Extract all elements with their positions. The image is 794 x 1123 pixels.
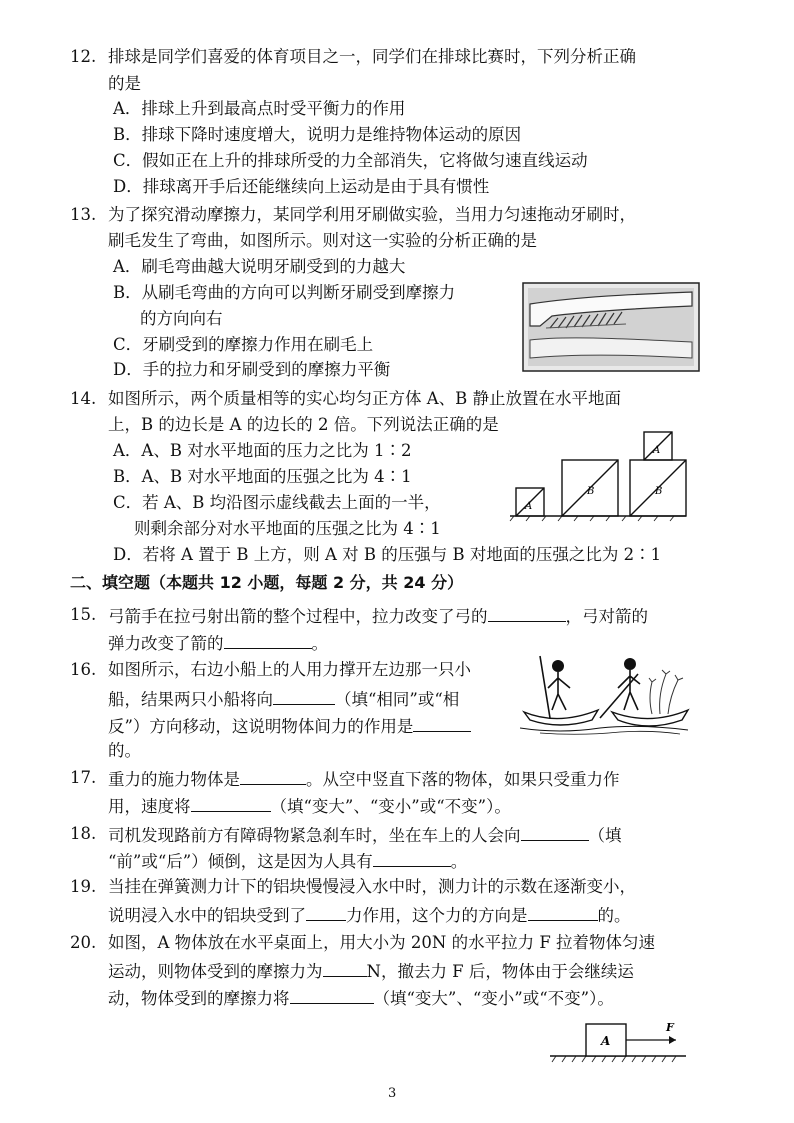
q15-number: 15. (70, 605, 97, 624)
q20-line1: 如图，A 物体放在水平桌面上，用大小为 20N 的水平拉力 F 拉着物体匀速 (108, 933, 656, 952)
q13-stem-line2: 刷毛发生了弯曲，如图所示。则对这一实验的分析正确的是 (108, 231, 537, 250)
q18-text-2a: “前”或“后”）倾倒，这是因为人具有 (108, 852, 373, 871)
q15-line1 (108, 605, 648, 627)
q14-option-a: A．A、B 对水平地面的压力之比为 1∶2 (113, 441, 412, 460)
q17-text-1b: 。从空中竖直下落的物体，如果只受重力作 (306, 770, 620, 789)
q20-line3 (108, 987, 614, 1009)
q20-text-2b: N，撤去力 F 后，物体由于会继续运 (366, 962, 634, 981)
q13-stem-line1: 为了探究滑动摩擦力，某同学利用牙刷做实验，当用力匀速拖动牙刷时， (108, 205, 636, 224)
toothbrush-figure (522, 282, 700, 372)
block-force-figure (548, 1018, 688, 1066)
q14-option-c: C．若 A、B 均沿图示虚线截去上面的一半， (113, 493, 441, 512)
q19-text-2b: 力作用，这个力的方向是 (346, 906, 528, 925)
q15-text-1a: 弓箭手在拉弓射出箭的整个过程中，拉力改变了弓的 (108, 607, 488, 626)
q15-text-2a: 弹力改变了箭的 (108, 634, 224, 653)
q14-option-d: D．若将 A 置于 B 上方，则 A 对 B 的压强与 B 对地面的压强之比为 2∶1 (113, 545, 662, 564)
q14-option-c-cont: 则剩余部分对水平地面的压强之比为 4∶1 (134, 519, 441, 538)
q15-blank-2[interactable] (224, 632, 312, 649)
q12-stem-line2: 的是 (108, 74, 141, 93)
q14-stem-line1: 如图所示，两个质量相等的实心均匀正方体 A、B 静止放置在水平地面 (108, 389, 622, 408)
block-a-label: A (601, 1034, 611, 1048)
q12-number: 12. (70, 47, 97, 66)
q15-line2 (108, 632, 328, 654)
cube-b-label: B (587, 486, 595, 497)
q17-blank-2[interactable] (191, 795, 271, 812)
page-number: 3 (388, 1086, 397, 1101)
q12-option-c: C．假如正在上升的排球所受的力全部消失，它将做匀速直线运动 (113, 151, 588, 170)
q13-option-c: C．牙刷受到的摩擦力作用在刷毛上 (113, 335, 374, 354)
q16-text-3a: 反”）方向移动，这说明物体间力的作用是 (108, 717, 414, 736)
q13-option-d: D．手的拉力和牙刷受到的摩擦力平衡 (113, 360, 391, 379)
q16-blank-1[interactable] (273, 688, 335, 705)
q12-option-a: A．排球上升到最高点时受平衡力的作用 (113, 99, 406, 118)
q15-text-2b: 。 (311, 634, 328, 653)
q19-line2 (108, 904, 631, 926)
boats-figure (520, 654, 690, 736)
q16-line4: 的。 (108, 741, 141, 760)
q17-line1 (108, 768, 620, 790)
q16-line2 (108, 688, 459, 710)
q18-blank-2[interactable] (373, 850, 451, 867)
q17-text-2a: 用，速度将 (108, 797, 191, 816)
q16-blank-2[interactable] (413, 715, 471, 732)
q20-text-3b: （填“变大”、“变小”或“不变”）。 (373, 989, 614, 1008)
q17-blank-1[interactable] (240, 768, 306, 785)
q16-line3 (108, 715, 471, 737)
q18-blank-1[interactable] (521, 824, 589, 841)
q19-number: 19. (70, 877, 97, 896)
q20-blank-1[interactable] (323, 960, 367, 977)
q20-blank-2[interactable] (290, 987, 374, 1004)
q14-option-b: B．A、B 对水平地面的压强之比为 4∶1 (113, 467, 412, 486)
section-heading: 二、填空题（本题共 12 小题，每题 2 分，共 24 分） (70, 573, 464, 592)
q17-text-2b: （填“变大”、“变小”或“不变”）。 (270, 797, 511, 816)
stacked-a-label: A (653, 445, 661, 456)
cube-a-label: A (525, 501, 533, 512)
stacked-b-label: B (655, 486, 663, 497)
q20-text-3a: 动，物体受到的摩擦力将 (108, 989, 290, 1008)
q14-number: 14. (70, 389, 97, 408)
q18-line2 (108, 850, 467, 872)
q16-line1: 如图所示，右边小船上的人用力撑开左边那一只小 (108, 660, 471, 679)
q20-line2 (108, 960, 634, 982)
q18-text-1a: 司机发现路前方有障碍物紧急刹车时，坐在车上的人会向 (108, 826, 521, 845)
q12-option-b: B．排球下降时速度增大，说明力是维持物体运动的原因 (113, 125, 522, 144)
q18-text-1b: （填 (588, 826, 622, 845)
q20-text-2a: 运动，则物体受到的摩擦力为 (108, 962, 323, 981)
q18-text-2b: 。 (450, 852, 468, 871)
q15-blank-1[interactable] (488, 605, 566, 622)
q17-number: 17. (70, 768, 97, 787)
q13-option-b: B．从刷毛弯曲的方向可以判断牙刷受到摩擦力 (113, 283, 456, 302)
q19-text-2c: 的。 (597, 906, 631, 925)
q12-stem-line1: 排球是同学们喜爱的体育项目之一，同学们在排球比赛时，下列分析正确 (108, 47, 636, 66)
q19-text-2a: 说明浸入水中的铝块受到了 (108, 906, 306, 925)
q17-line2 (108, 795, 511, 817)
q20-number: 20. (70, 933, 97, 952)
q13-option-a: A．刷毛弯曲越大说明牙刷受到的力越大 (113, 257, 406, 276)
q16-text-2a: 船，结果两只小船将向 (108, 690, 273, 709)
q18-line1 (108, 824, 622, 846)
q19-line1: 当挂在弹簧测力计下的铝块慢慢浸入水中时，测力计的示数在逐渐变小， (108, 877, 636, 896)
q16-number: 16. (70, 660, 97, 679)
q19-blank-1[interactable] (306, 904, 346, 921)
q14-stem-line2: 上，B 的边长是 A 的边长的 2 倍。下列说法正确的是 (108, 415, 499, 434)
q16-text-2b: （填“相同”或“相 (335, 690, 460, 709)
q15-text-1b: ，弓对箭的 (565, 607, 648, 626)
q18-number: 18. (70, 824, 97, 843)
q13-number: 13. (70, 205, 97, 224)
force-f-label: F (666, 1021, 674, 1034)
q12-option-d: D．排球离开手后还能继续向上运动是由于具有惯性 (113, 177, 490, 196)
cubes-figure (508, 430, 688, 522)
q17-text-1a: 重力的施力物体是 (108, 770, 240, 789)
q13-option-b-cont: 的方向向右 (140, 309, 223, 328)
q19-blank-2[interactable] (528, 904, 598, 921)
